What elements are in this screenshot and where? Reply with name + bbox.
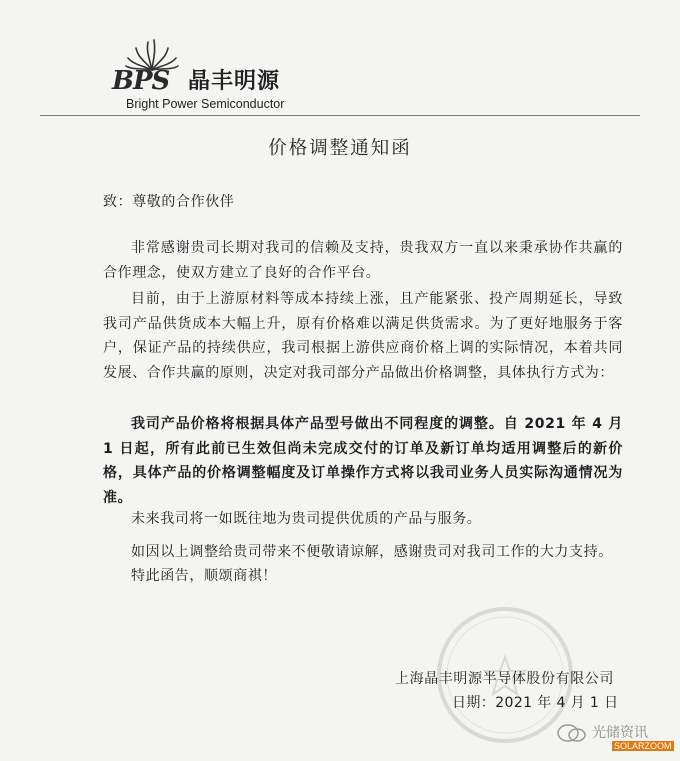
header-divider [40,115,640,116]
letter-date: 日期：2021 年 4 月 1 日 [452,695,619,711]
paragraph-thanks: 非常感谢贵司长期对我司的信赖及支持，贵我双方一直以来秉承协作共赢的合作理念，使双方建立了良好的合作平台。 [103,240,623,281]
greeting: 致：尊敬的合作伙伴 [103,194,235,210]
paragraph-reason: 目前，由于上游原材料等成本持续上涨，且产能紧张、投产周期延长，导致我司产品供货成本大幅上升，原有价格难以满足供货需求。为了更好地服务于客户，保证产品的持续供应，我司根据上游供应商价格上调的实际情况，本着共同发展、合作共赢的原则，决定对我司部分产品做出价格调整，具体执行方式为： [103,291,623,381]
paragraph-closing: 特此函告，顺颂商祺！ [131,568,277,584]
paragraph-apology: 如因以上调整给贵司带来不便敬请谅解，感谢贵司对我司工作的大力支持。 [131,544,613,560]
watermark-site: SOLARZOOM [614,741,672,751]
company-logo [112,38,312,118]
logo-brand: BPS [112,66,170,96]
paragraph-future: 未来我司将一如既往地为贵司提供优质的产品与服务。 [131,511,482,527]
wechat-icon [555,722,589,744]
company-signature: 上海晶丰明源半导体股份有限公司 [395,671,614,687]
paragraph-adjustment: 我司产品价格将根据具体产品型号做出不同程度的调整。自 2021 年 4 月 1 日起，所有此前已生效但尚未完成交付的订单及新订单均适用调整后的新价格，具体产品的价格调整幅度及订单操作方式将以我司业务人员实际沟通情况为准。 [103,416,623,506]
watermark-text: 光储资讯 [592,725,648,741]
logo-name-en: Bright Power Semiconductor [126,97,285,111]
logo-name-cn: 晶丰明源 [188,69,281,94]
letter-title: 价格调整通知函 [268,138,412,159]
